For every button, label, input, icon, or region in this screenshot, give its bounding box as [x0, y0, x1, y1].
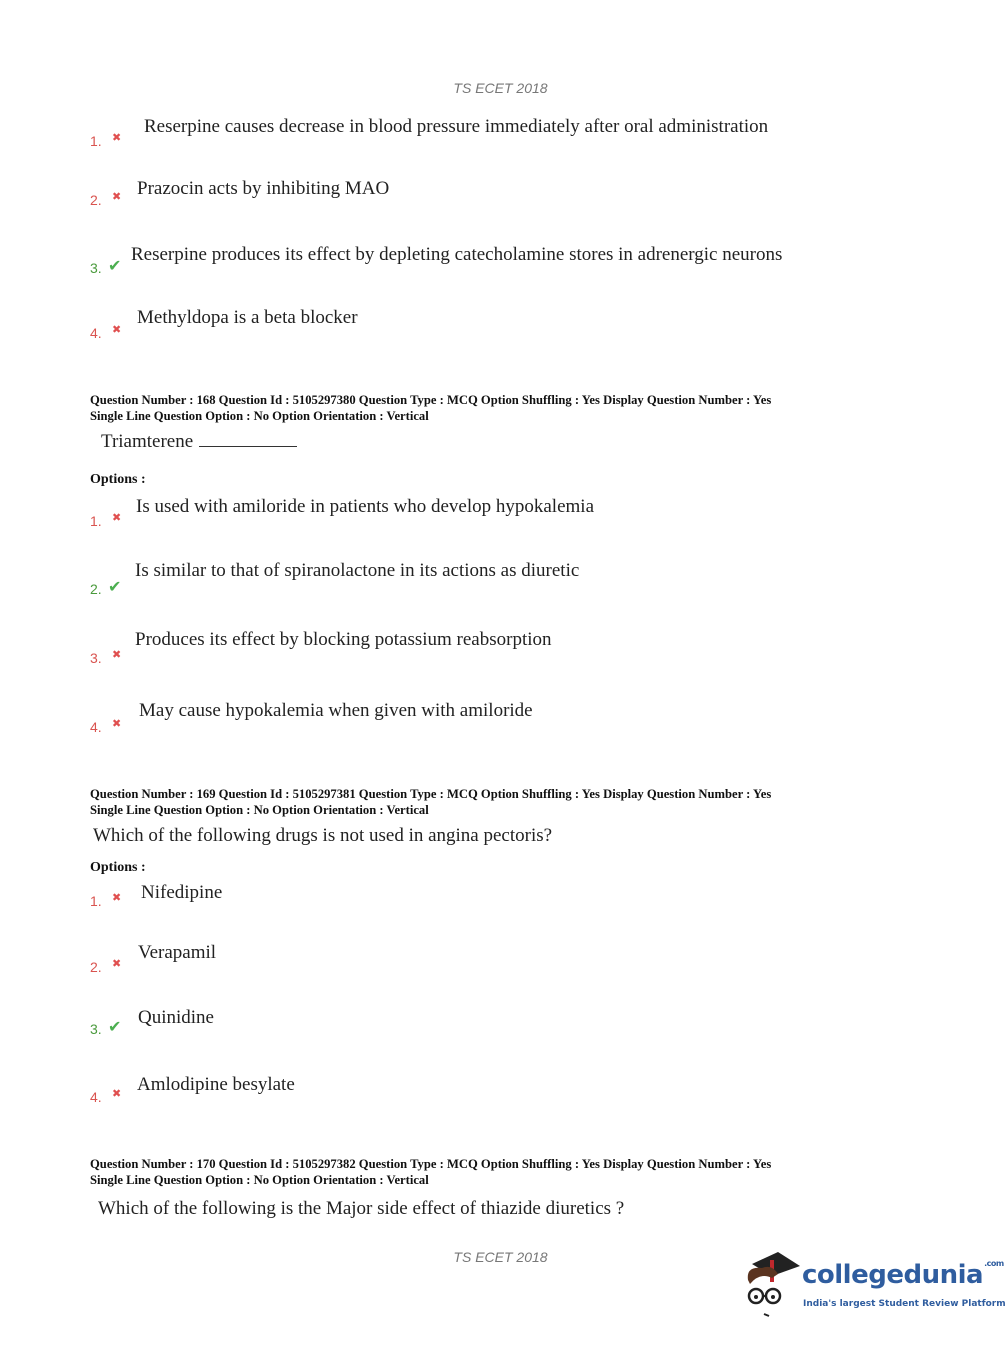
cross-icon: ✖ [112, 891, 122, 904]
option-number: 1. [90, 133, 102, 149]
cross-icon: ✖ [112, 323, 122, 336]
question-meta: Single Line Question Option : No Option Orientation : Vertical [90, 408, 429, 423]
option-text: Methyldopa is a beta blocker [137, 307, 358, 328]
option-number: 3. [90, 1021, 102, 1037]
question-text [101, 431, 297, 453]
question-text: Which of the following drugs is not used in angina pectoris? [93, 825, 553, 846]
option-number: 1. [90, 893, 102, 909]
page-footer: TS ECET 2018 [453, 1249, 548, 1265]
logo-tagline: India's largest Student Review Platform [803, 1299, 1006, 1309]
option-text: Prazocin acts by inhibiting MAO [137, 178, 390, 199]
logo-wordmark [802, 1260, 1004, 1290]
question-meta: Question Number : 168 Question Id : 5105297380 Question Type : MCQ Option Shuffling : Yes Display Question Number : Yes [90, 392, 772, 407]
option-text: Nifedipine [141, 882, 223, 903]
check-icon: ✔ [108, 577, 122, 596]
logo-suffix: .com [984, 1259, 1004, 1268]
option-number: 2. [90, 959, 102, 975]
option-number: 2. [90, 192, 102, 208]
option-text: Is similar to that of spiranolactone in its actions as diuretic [135, 560, 580, 581]
option-text: Quinidine [138, 1007, 214, 1028]
option-number: 4. [90, 325, 102, 341]
question-text-content: Triamterene [101, 431, 194, 452]
question-meta: Single Line Question Option : No Option Orientation : Vertical [90, 1172, 429, 1187]
option-number: 3. [90, 650, 102, 666]
option-text: Reserpine causes decrease in blood pressure immediately after oral administration [144, 116, 769, 137]
options-label: Options : [90, 472, 146, 487]
option-number: 4. [90, 1089, 102, 1105]
answer-blank [199, 432, 297, 447]
question-meta: Question Number : 169 Question Id : 5105297381 Question Type : MCQ Option Shuffling : Yes Display Question Number : Yes [90, 786, 772, 801]
option-text: Verapamil [138, 942, 217, 963]
question-meta: Single Line Question Option : No Option Orientation : Vertical [90, 802, 429, 817]
option-text: Produces its effect by blocking potassium reabsorption [135, 629, 552, 650]
logo-name: collegedunia [802, 1260, 984, 1290]
question-text: Which of the following is the Major side effect of thiazide diuretics ? [98, 1198, 625, 1219]
option-number: 4. [90, 719, 102, 735]
cross-icon: ✖ [112, 511, 122, 524]
option-number: 1. [90, 513, 102, 529]
option-text: Is used with amiloride in patients who develop hypokalemia [136, 496, 595, 517]
option-number: 2. [90, 581, 102, 597]
options-label: Options : [90, 860, 146, 875]
question-meta: Question Number : 170 Question Id : 5105297382 Question Type : MCQ Option Shuffling : Yes Display Question Number : Yes [90, 1156, 772, 1171]
cross-icon: ✖ [112, 131, 122, 144]
option-text: Reserpine produces its effect by depleting catecholamine stores in adrenergic neurons [131, 244, 783, 265]
option-text: May cause hypokalemia when given with amiloride [139, 700, 533, 721]
cross-icon: ✖ [112, 190, 122, 203]
option-number: 3. [90, 260, 102, 276]
cross-icon: ✖ [112, 648, 122, 661]
page-header: TS ECET 2018 [453, 80, 548, 96]
check-icon: ✔ [108, 1017, 122, 1036]
option-text: Amlodipine besylate [137, 1074, 295, 1095]
cross-icon: ✖ [112, 1087, 122, 1100]
collegedunia-logo [742, 1250, 1006, 1322]
cross-icon: ✖ [112, 717, 122, 730]
cross-icon: ✖ [112, 957, 122, 970]
mascot-icon [742, 1250, 802, 1320]
check-icon: ✔ [108, 256, 122, 275]
